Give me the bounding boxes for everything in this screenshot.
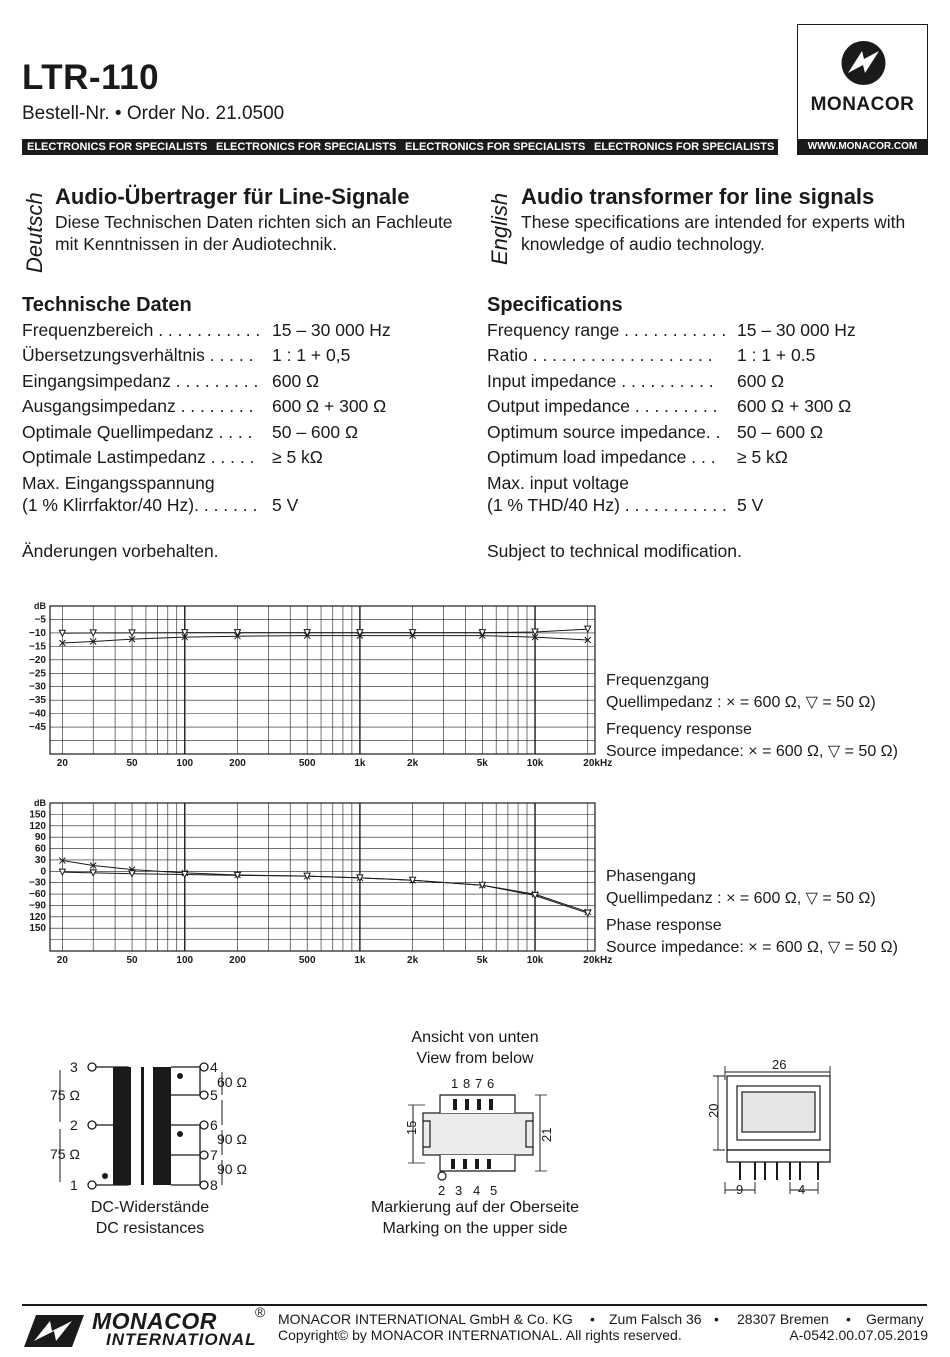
x-tick-label: 200 — [229, 758, 246, 769]
pin-label: 8 — [210, 1177, 218, 1193]
spec-row — [487, 422, 824, 443]
slogan-text: ELECTRONICS FOR SPECIALISTS — [594, 141, 775, 153]
pin-label: 2 — [70, 1117, 78, 1133]
spec-label: (1 % THD/40 Hz) . . . . . . . . . . . — [487, 495, 727, 515]
x-tick-label: 20 — [56, 758, 68, 769]
footer-bullet: • — [714, 1311, 719, 1327]
spec-value: ≥ 5 kΩ — [737, 447, 788, 467]
spec-row — [22, 447, 323, 468]
footer-doc-code: A-0542.00.07.05.2019 — [789, 1327, 928, 1343]
slogan-band — [22, 139, 778, 155]
footer-company: MONACOR INTERNATIONAL GmbH & Co. KG — [278, 1311, 573, 1327]
pin-label: 5 — [210, 1087, 218, 1103]
y-tick-label: −10 — [29, 627, 46, 639]
spec-row — [487, 371, 785, 392]
y-tick-label: −35 — [29, 695, 46, 707]
y-tick-label: −45 — [29, 722, 46, 734]
spec-label: Frequency range . . . . . . . . . . . — [487, 320, 727, 340]
x-tick-label: 500 — [298, 758, 316, 769]
footer-brand-sub: INTERNATIONAL — [106, 1330, 257, 1349]
dimension-label: 4 — [798, 1182, 806, 1197]
side-view-svg — [700, 1050, 850, 1200]
y-tick-label: 120 — [29, 911, 46, 923]
pin-label: 7 — [210, 1147, 218, 1163]
spec-label: Eingangsimpedanz . . . . . . . . . — [22, 371, 259, 391]
slogan-text: ELECTRONICS FOR SPECIALISTS — [405, 141, 586, 153]
intro-en-1: These specifications are intended for experts with — [521, 212, 906, 232]
axis-unit-label: dB — [34, 798, 46, 808]
x-tick-label: 200 — [229, 955, 246, 966]
frequency-legend — [606, 670, 898, 763]
resistance-label: 90 Ω — [217, 1131, 247, 1147]
x-tick-label: 100 — [176, 955, 194, 966]
spec-label: Optimale Lastimpedanz . . . . . — [22, 447, 255, 467]
intro-de-1: Diese Technischen Daten richten sich an Fachleute — [55, 212, 453, 232]
spec-title-en: Specifications — [487, 294, 623, 316]
legend-line: Phasengang — [606, 868, 696, 885]
y-tick-label: −30 — [29, 681, 46, 693]
chart-grid — [50, 606, 595, 754]
phase-response-chart — [22, 795, 613, 975]
x-tick-label: 20kHz — [583, 955, 613, 966]
x-tick-label: 100 — [176, 758, 194, 769]
spec-row — [487, 495, 764, 516]
monacor-mark-icon — [22, 1313, 86, 1347]
x-tick-label: 5k — [476, 758, 488, 769]
spec-label: Optimum source impedance. . — [487, 422, 721, 442]
pin-label: 3 — [70, 1059, 78, 1075]
data-point-triangle — [585, 910, 591, 916]
y-tick-label: 90 — [34, 832, 46, 844]
pin-label: 8 — [463, 1076, 471, 1091]
footer-bullet: • — [846, 1311, 851, 1327]
website-url: WWW.MONACOR.COM — [807, 141, 918, 152]
plot-frame — [50, 606, 595, 754]
y-tick-label: −60 — [29, 889, 46, 901]
heading-de: Audio-Übertrager für Line-Signale — [55, 184, 410, 209]
intro-en-2: knowledge of audio technology. — [521, 234, 765, 254]
spec-row — [22, 396, 387, 417]
y-tick-label: −5 — [34, 614, 46, 626]
series-line — [62, 872, 587, 913]
lang-label-english: English — [487, 192, 512, 265]
spec-label: Frequenzbereich . . . . . . . . . . . — [22, 320, 261, 340]
frequency-response-plot — [22, 598, 613, 778]
y-tick-label: −20 — [29, 654, 46, 666]
spec-label: Optimale Quellimpedanz . . . . — [22, 422, 253, 442]
footer-brand: MONACOR — [92, 1308, 217, 1334]
legend-line: Quellimpedanz : × = 600 Ω, ▽ = 50 Ω) — [606, 694, 876, 711]
frequency-response-chart — [22, 598, 613, 778]
spec-row — [487, 396, 852, 417]
slogan-text: ELECTRONICS FOR SPECIALISTS — [27, 141, 208, 153]
x-tick-label: 20kHz — [583, 758, 613, 769]
y-tick-label: 120 — [29, 820, 46, 832]
dimension-label: 20 — [706, 1103, 721, 1118]
bottom-view-drawing — [395, 1073, 555, 1198]
spec-label: Input impedance . . . . . . . . . . — [487, 371, 714, 391]
y-tick-label: −30 — [29, 877, 46, 889]
brand-name: MONACOR — [810, 94, 915, 115]
y-tick-label: 150 — [29, 923, 46, 935]
x-tick-label: 20 — [56, 955, 68, 966]
spec-label: Ausgangsimpedanz . . . . . . . . — [22, 396, 254, 416]
pin-label: 3 — [455, 1183, 463, 1198]
pin-label: 4 — [473, 1183, 481, 1198]
order-number: Bestell-Nr. • Order No. 21.0500 — [22, 103, 285, 124]
legend-line: Quellimpedanz : × = 600 Ω, ▽ = 50 Ω) — [606, 890, 876, 907]
resistance-label: 75 Ω — [50, 1146, 80, 1162]
footer-city: 28307 Bremen — [737, 1311, 829, 1327]
lang-label-deutsch: Deutsch — [22, 192, 47, 273]
footer-bullet: • — [590, 1311, 595, 1327]
bottom-view-svg — [395, 1073, 555, 1198]
x-tick-label: 1k — [354, 955, 366, 966]
caption-line: DC-Widerstände — [90, 1199, 210, 1216]
footer-street: Zum Falsch 36 — [609, 1311, 702, 1327]
legend-line: Frequenzgang — [606, 672, 710, 689]
spec-value: 600 Ω + 300 Ω — [737, 396, 852, 416]
x-tick-label: 50 — [126, 955, 138, 966]
y-tick-label: 0 — [40, 866, 46, 878]
resistance-label: 90 Ω — [217, 1161, 247, 1177]
x-tick-label: 500 — [298, 955, 316, 966]
spec-value: 5 V — [737, 495, 764, 515]
brand-logo-box — [797, 24, 928, 140]
spec-title-de: Technische Daten — [22, 294, 192, 316]
legend-line: Phase response — [606, 917, 722, 934]
series-line — [62, 861, 587, 912]
x-tick-label: 10k — [526, 758, 544, 769]
spec-row — [22, 495, 299, 516]
y-tick-label: 30 — [34, 854, 46, 866]
spec-multi-line-1: Max. input voltage — [487, 473, 630, 493]
footer-copyright: Copyright© by MONACOR INTERNATIONAL. All rights reserved. — [278, 1327, 682, 1343]
y-tick-label: −25 — [29, 668, 46, 680]
spec-value: 5 V — [272, 495, 299, 515]
dimension-label: 9 — [736, 1182, 744, 1197]
website-band — [797, 139, 928, 155]
caption-line: Ansicht von unten — [411, 1029, 539, 1046]
spec-row — [22, 320, 391, 341]
spec-label: Übersetzungsverhältnis . . . . . — [22, 345, 254, 365]
y-tick-label: 150 — [29, 809, 46, 821]
spec-value: 15 – 30 000 Hz — [272, 320, 391, 340]
registered-mark: ® — [255, 1304, 266, 1320]
spec-label: Optimum load impedance . . . — [487, 447, 716, 467]
axis-unit-label: dB — [34, 601, 46, 611]
x-tick-label: 2k — [407, 758, 419, 769]
pin-label: 4 — [210, 1059, 218, 1075]
note-de: Änderungen vorbehalten. — [22, 541, 219, 561]
transformer-schematic — [40, 1052, 270, 1197]
x-tick-label: 50 — [126, 758, 138, 769]
model-title: LTR-110 — [22, 58, 160, 97]
spec-row — [22, 345, 351, 366]
resistance-label: 75 Ω — [50, 1087, 80, 1103]
spec-value: 1 : 1 + 0,5 — [272, 345, 351, 365]
spec-multi-line-1: Max. Eingangsspannung — [22, 473, 215, 493]
pin-label: 5 — [490, 1183, 498, 1198]
side-view-drawing — [700, 1050, 850, 1200]
series-line — [62, 636, 587, 643]
spec-value: 15 – 30 000 Hz — [737, 320, 856, 340]
x-tick-label: 10k — [526, 955, 544, 966]
spec-label: Output impedance . . . . . . . . . — [487, 396, 718, 416]
y-tick-label: 60 — [34, 843, 46, 855]
spec-row — [487, 345, 816, 366]
phase-legend — [606, 866, 898, 959]
spec-row — [487, 320, 856, 341]
phase-response-plot — [22, 795, 613, 975]
spec-value: ≥ 5 kΩ — [272, 447, 323, 467]
x-tick-label: 5k — [476, 955, 488, 966]
spec-value: 600 Ω + 300 Ω — [272, 396, 387, 416]
dimension-label: 26 — [772, 1057, 787, 1072]
legend-line: Frequency response — [606, 721, 752, 738]
pin-label: 7 — [475, 1076, 483, 1091]
footer-divider — [22, 1304, 927, 1306]
bottom-view-caption — [345, 1197, 605, 1239]
legend-line: Source impedance: × = 600 Ω, ▽ = 50 Ω) — [606, 743, 898, 760]
caption-line: View from below — [416, 1050, 534, 1067]
pin-label: 6 — [487, 1076, 495, 1091]
caption-line: Markierung auf der Oberseite — [370, 1199, 580, 1216]
spec-label: Ratio . . . . . . . . . . . . . . . . . . . — [487, 345, 713, 365]
caption-line: Marking on the upper side — [382, 1220, 568, 1237]
caption-line: DC resistances — [95, 1220, 205, 1237]
pin-label: 1 — [70, 1177, 78, 1193]
spec-value: 50 – 600 Ω — [737, 422, 824, 442]
pin-label: 2 — [438, 1183, 446, 1198]
y-tick-label: −90 — [29, 900, 46, 912]
dimension-label: 21 — [539, 1127, 554, 1142]
intro-de-2: mit Kenntnissen in der Audiotechnik. — [55, 234, 338, 254]
bottom-view-title — [365, 1027, 585, 1069]
spec-row — [487, 447, 788, 468]
x-tick-label: 1k — [354, 758, 366, 769]
footer-logo — [22, 1304, 272, 1350]
pin-label: 6 — [210, 1117, 218, 1133]
resistance-label: 60 Ω — [217, 1074, 247, 1090]
schematic-drawing — [40, 1052, 270, 1197]
footer-country: Germany — [866, 1311, 924, 1327]
spec-value: 600 Ω — [737, 371, 785, 391]
slogan-text: ELECTRONICS FOR SPECIALISTS — [216, 141, 397, 153]
monacor-logo-icon — [798, 25, 929, 95]
pin-label: 1 — [451, 1076, 459, 1091]
schematic-caption — [40, 1197, 260, 1239]
y-tick-label: −15 — [29, 641, 46, 653]
spec-row — [22, 422, 359, 443]
spec-value: 600 Ω — [272, 371, 320, 391]
series-line — [62, 629, 587, 633]
dimension-label: 15 — [404, 1120, 419, 1135]
note-en: Subject to technical modification. — [487, 541, 742, 561]
legend-line: Source impedance: × = 600 Ω, ▽ = 50 Ω) — [606, 939, 898, 956]
y-tick-label: −40 — [29, 708, 46, 720]
heading-en: Audio transformer for line signals — [521, 184, 875, 209]
spec-label: (1 % Klirrfaktor/40 Hz). . . . . . . — [22, 495, 258, 515]
x-tick-label: 2k — [407, 955, 419, 966]
spec-row — [22, 371, 320, 392]
spec-value: 50 – 600 Ω — [272, 422, 359, 442]
spec-value: 1 : 1 + 0.5 — [737, 345, 816, 365]
